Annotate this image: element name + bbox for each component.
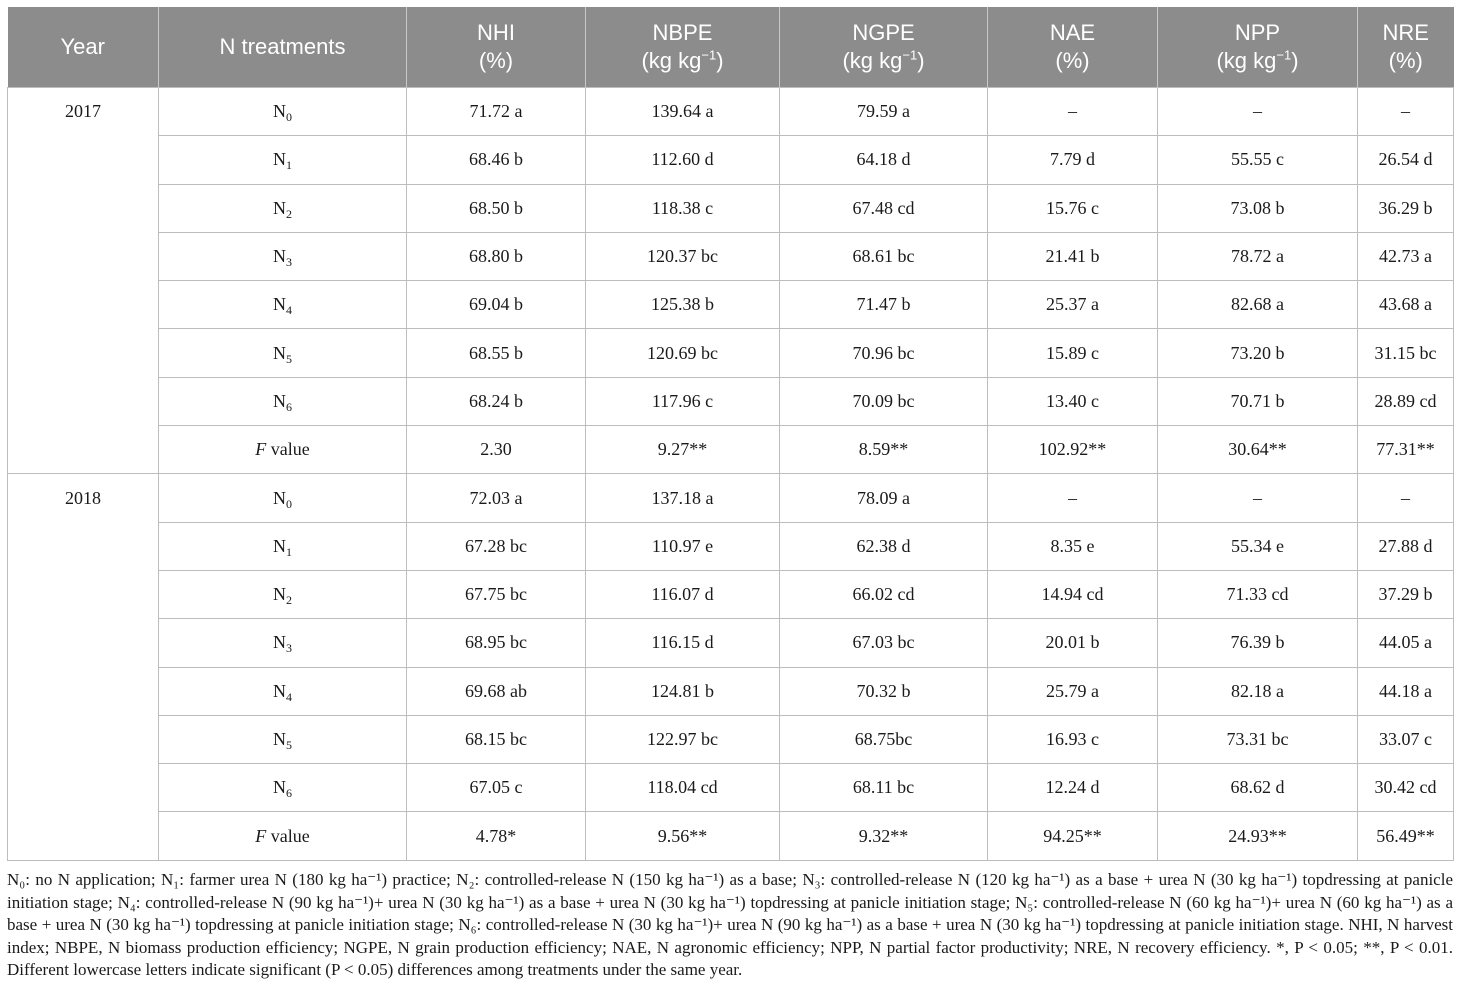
value-cell: 20.01 b xyxy=(988,619,1158,667)
header-unit xyxy=(407,47,585,75)
value-cell: 8.35 e xyxy=(988,522,1158,570)
treatment-letter: N xyxy=(273,680,286,701)
treatment-subscript: 2 xyxy=(286,206,292,221)
value-cell: 12.24 d xyxy=(988,764,1158,812)
value-cell: 21.41 b xyxy=(988,232,1158,280)
f-value-cell: 24.93** xyxy=(1158,812,1358,860)
treatment-subscript: 5 xyxy=(286,738,292,752)
results-table-container xyxy=(7,7,1453,861)
treatment-subscript: 6 xyxy=(286,399,292,414)
header-unit-close: ) xyxy=(1291,48,1299,73)
value-cell: – xyxy=(1158,88,1358,136)
treatment-cell xyxy=(159,88,407,136)
header-unit-close: ) xyxy=(917,48,925,73)
f-value-label-italic: F xyxy=(255,439,267,460)
header-unit-exponent: −1 xyxy=(701,47,717,63)
treatment-cell xyxy=(159,715,407,763)
value-cell: 118.04 cd xyxy=(586,764,780,812)
f-value-cell: 2.30 xyxy=(407,426,586,474)
value-cell: 68.24 b xyxy=(407,377,586,425)
treatment-subscript: 6 xyxy=(286,786,292,801)
header-nre xyxy=(1358,7,1454,88)
table-row xyxy=(8,232,1454,280)
value-cell: 55.55 c xyxy=(1158,136,1358,184)
header-unit xyxy=(988,47,1157,75)
value-cell: 28.89 cd xyxy=(1358,377,1454,425)
treatment-letter: N xyxy=(273,535,286,556)
f-value-cell: 9.32** xyxy=(780,812,988,860)
value-cell: 139.64 a xyxy=(586,88,780,136)
header-unit xyxy=(1158,47,1357,75)
table-row xyxy=(8,329,1454,377)
value-cell: 137.18 a xyxy=(586,474,780,522)
value-cell: 76.39 b xyxy=(1158,619,1358,667)
treatment-letter: N xyxy=(273,777,286,798)
value-cell: 68.15 bc xyxy=(407,715,586,763)
value-cell: – xyxy=(1358,474,1454,522)
value-cell: 82.68 a xyxy=(1158,281,1358,329)
value-cell: – xyxy=(988,474,1158,522)
header-row xyxy=(8,7,1454,88)
table-row xyxy=(8,667,1454,715)
header-name: NBPE xyxy=(652,20,713,45)
header-unit-text: (%) xyxy=(1388,48,1423,73)
table-row xyxy=(8,764,1454,812)
f-value-cell: 30.64** xyxy=(1158,426,1358,474)
treatment-subscript: 1 xyxy=(286,158,292,173)
f-value-cell: 9.27** xyxy=(586,426,780,474)
treatment-subscript: 4 xyxy=(286,303,292,318)
treatment-cell xyxy=(159,474,407,522)
value-cell: 68.46 b xyxy=(407,136,586,184)
treatment-subscript: 3 xyxy=(286,641,292,656)
value-cell: 26.54 d xyxy=(1358,136,1454,184)
header-unit-text: (%) xyxy=(478,48,514,73)
table-row xyxy=(8,377,1454,425)
value-cell: 67.48 cd xyxy=(780,184,988,232)
f-value-row xyxy=(8,426,1454,474)
treatment-cell xyxy=(159,619,407,667)
value-cell: 36.29 b xyxy=(1358,184,1454,232)
year-cell-blank xyxy=(8,136,159,184)
header-nhi xyxy=(407,7,586,88)
value-cell: 43.68 a xyxy=(1358,281,1454,329)
value-cell: 31.15 bc xyxy=(1358,329,1454,377)
treatment-subscript: 3 xyxy=(286,255,292,270)
value-cell: 124.81 b xyxy=(586,667,780,715)
value-cell: 68.55 b xyxy=(407,329,586,377)
value-cell: 73.20 b xyxy=(1158,329,1358,377)
value-cell: 72.03 a xyxy=(407,474,586,522)
header-unit-text: (kg kg xyxy=(842,48,903,73)
value-cell: 120.69 bc xyxy=(586,329,780,377)
value-cell: 69.04 b xyxy=(407,281,586,329)
value-cell: 73.31 bc xyxy=(1158,715,1358,763)
header-treatments: N treatments xyxy=(159,7,407,88)
f-value-cell: 94.25** xyxy=(988,812,1158,860)
treatment-letter: N xyxy=(273,584,286,605)
treatment-subscript: 4 xyxy=(286,689,292,704)
value-cell: 125.38 b xyxy=(586,281,780,329)
treatment-letter: N xyxy=(273,390,286,411)
value-cell: 73.08 b xyxy=(1158,184,1358,232)
f-value-label-rest: value xyxy=(266,439,310,460)
treatment-cell xyxy=(159,281,407,329)
value-cell: 67.03 bc xyxy=(780,619,988,667)
treatment-cell xyxy=(159,764,407,812)
f-value-label-rest: value xyxy=(266,825,310,846)
value-cell: 79.59 a xyxy=(780,88,988,136)
value-cell: 71.33 cd xyxy=(1158,570,1358,618)
value-cell: 27.88 d xyxy=(1358,522,1454,570)
treatment-subscript: 1 xyxy=(286,544,292,559)
header-unit-text: (%) xyxy=(1055,48,1090,73)
year-cell-blank xyxy=(8,619,159,667)
value-cell: 37.29 b xyxy=(1358,570,1454,618)
treatment-letter: N xyxy=(273,246,286,267)
treatment-letter: N xyxy=(273,487,286,508)
value-cell: 78.09 a xyxy=(780,474,988,522)
value-cell: 70.96 bc xyxy=(780,329,988,377)
table-row xyxy=(8,474,1454,522)
treatment-cell xyxy=(159,329,407,377)
value-cell: 67.75 bc xyxy=(407,570,586,618)
year-cell-blank xyxy=(8,426,159,474)
value-cell: 78.72 a xyxy=(1158,232,1358,280)
table-row xyxy=(8,570,1454,618)
table-row xyxy=(8,619,1454,667)
value-cell: 68.75bc xyxy=(780,715,988,763)
value-cell: 67.05 c xyxy=(407,764,586,812)
value-cell: – xyxy=(1358,88,1454,136)
value-cell: 118.38 c xyxy=(586,184,780,232)
value-cell: 64.18 d xyxy=(780,136,988,184)
value-cell: 7.79 d xyxy=(988,136,1158,184)
value-cell: 120.37 bc xyxy=(586,232,780,280)
f-value-label-italic: F xyxy=(255,825,267,846)
f-value-cell: 8.59** xyxy=(780,426,988,474)
table-body xyxy=(8,88,1454,861)
year-cell-blank xyxy=(8,184,159,232)
year-cell: 2018 xyxy=(8,474,159,522)
value-cell: 15.76 c xyxy=(988,184,1158,232)
header-ngpe xyxy=(780,7,988,88)
table-row xyxy=(8,184,1454,232)
header-npp xyxy=(1158,7,1358,88)
header-unit-exponent: −1 xyxy=(1276,47,1292,63)
value-cell: 70.09 bc xyxy=(780,377,988,425)
table-row xyxy=(8,88,1454,136)
table-row xyxy=(8,136,1454,184)
f-value-label xyxy=(159,812,407,860)
value-cell: 16.93 c xyxy=(988,715,1158,763)
year-cell-blank xyxy=(8,329,159,377)
header-unit-exponent: −1 xyxy=(902,47,918,63)
f-value-cell: 4.78* xyxy=(407,812,586,860)
value-cell: 42.73 a xyxy=(1358,232,1454,280)
header-name: NHI xyxy=(477,20,515,45)
value-cell: 70.32 b xyxy=(780,667,988,715)
header-nae xyxy=(988,7,1158,88)
header-year: Year xyxy=(8,7,159,88)
year-cell-blank xyxy=(8,522,159,570)
year-cell-blank xyxy=(8,232,159,280)
treatment-letter: N xyxy=(273,149,286,170)
table-row xyxy=(8,715,1454,763)
treatment-letter: N xyxy=(273,632,286,653)
value-cell: 55.34 e xyxy=(1158,522,1358,570)
year-cell-blank xyxy=(8,764,159,812)
f-value-row xyxy=(8,812,1454,860)
header-unit xyxy=(586,47,779,75)
treatment-cell xyxy=(159,136,407,184)
header-name: NRE xyxy=(1382,20,1429,45)
value-cell: 69.68 ab xyxy=(407,667,586,715)
year-cell-blank xyxy=(8,715,159,763)
header-unit xyxy=(780,47,987,75)
f-value-cell: 56.49** xyxy=(1358,812,1454,860)
f-value-cell: 9.56** xyxy=(586,812,780,860)
table-header xyxy=(8,7,1454,88)
value-cell: 110.97 e xyxy=(586,522,780,570)
treatment-cell xyxy=(159,522,407,570)
year-cell-blank xyxy=(8,377,159,425)
value-cell: – xyxy=(988,88,1158,136)
value-cell: 82.18 a xyxy=(1158,667,1358,715)
treatment-cell xyxy=(159,184,407,232)
value-cell: 66.02 cd xyxy=(780,570,988,618)
treatment-letter: N xyxy=(273,197,286,218)
year-cell: 2017 xyxy=(8,88,159,136)
value-cell: 62.38 d xyxy=(780,522,988,570)
treatment-subscript: 2 xyxy=(286,593,292,608)
value-cell: 30.42 cd xyxy=(1358,764,1454,812)
value-cell: 68.80 b xyxy=(407,232,586,280)
header-name: NAE xyxy=(1049,20,1096,45)
treatment-letter: N xyxy=(273,294,286,315)
value-cell: 68.11 bc xyxy=(780,764,988,812)
header-unit-close: ) xyxy=(716,48,724,73)
value-cell: 112.60 d xyxy=(586,136,780,184)
value-cell: 71.47 b xyxy=(780,281,988,329)
treatment-subscript: 0 xyxy=(286,110,292,125)
year-cell-blank xyxy=(8,281,159,329)
table-row xyxy=(8,522,1454,570)
value-cell: 25.79 a xyxy=(988,667,1158,715)
treatment-cell xyxy=(159,377,407,425)
treatment-letter: N xyxy=(273,729,286,749)
header-unit xyxy=(1358,47,1454,75)
value-cell: 68.61 bc xyxy=(780,232,988,280)
value-cell: 116.15 d xyxy=(586,619,780,667)
value-cell: – xyxy=(1158,474,1358,522)
value-cell: 117.96 c xyxy=(586,377,780,425)
value-cell: 25.37 a xyxy=(988,281,1158,329)
value-cell: 116.07 d xyxy=(586,570,780,618)
header-unit-text: (kg kg xyxy=(641,48,702,73)
value-cell: 44.18 a xyxy=(1358,667,1454,715)
treatment-letter: N xyxy=(273,101,286,122)
treatment-cell xyxy=(159,667,407,715)
value-cell: 14.94 cd xyxy=(988,570,1158,618)
table-footnote: N₀: no N application; N₁: farmer urea N (180 kg ha⁻¹) practice; N₂: controlled-release N (150 kg ha⁻¹) as a base; N₃: controlled-release N (120 kg ha⁻¹) as a base + urea N (30 kg ha⁻¹) topdressing at panicle initiation stage; N₄: controlled-release N (90 kg ha⁻¹)+ urea N (30 kg ha⁻¹) as a base + urea N (30 kg ha⁻¹) topdressing at panicle initiation stage; N₅: controlled-release N (60 kg ha⁻¹)+ urea N (60 kg ha⁻¹) as a base + urea N (30 kg ha⁻¹) topdressing at panicle initiation stage; N₆: controlled-release N (30 kg ha⁻¹)+ urea N (90 kg ha⁻¹) as a base + urea N (30 kg ha⁻¹) topdressing at panicle initiation stage. NHI, N harvest index; NBPE, N biomass production efficiency; NGPE, N grain production efficiency; NAE, N agronomic efficiency; NPP, N partial factor productivity; NRE, N recovery efficiency. *, P < 0.05; **, P < 0.01. Different lowercase letters indicate significant (P < 0.05) differences among treatments under the same year. xyxy=(7,870,1453,979)
value-cell: 68.50 b xyxy=(407,184,586,232)
value-cell: 70.71 b xyxy=(1158,377,1358,425)
f-value-label xyxy=(159,426,407,474)
value-cell: 71.72 a xyxy=(407,88,586,136)
value-cell: 33.07 c xyxy=(1358,715,1454,763)
value-cell: 68.95 bc xyxy=(407,619,586,667)
value-cell: 122.97 bc xyxy=(586,715,780,763)
header-nbpe xyxy=(586,7,780,88)
results-table xyxy=(7,7,1454,861)
f-value-cell: 77.31** xyxy=(1358,426,1454,474)
header-name: NGPE xyxy=(852,20,915,45)
f-value-cell: 102.92** xyxy=(988,426,1158,474)
table-row xyxy=(8,281,1454,329)
year-cell-blank xyxy=(8,570,159,618)
header-unit-text: (kg kg xyxy=(1216,48,1277,73)
treatment-cell xyxy=(159,570,407,618)
treatment-subscript: 0 xyxy=(286,496,292,511)
treatment-letter: N xyxy=(273,342,286,363)
year-cell-blank xyxy=(8,812,159,860)
value-cell: 68.62 d xyxy=(1158,764,1358,812)
value-cell: 15.89 c xyxy=(988,329,1158,377)
year-cell-blank xyxy=(8,667,159,715)
header-name: NPP xyxy=(1234,20,1281,45)
value-cell: 67.28 bc xyxy=(407,522,586,570)
treatment-subscript: 5 xyxy=(286,351,292,366)
value-cell: 44.05 a xyxy=(1358,619,1454,667)
treatment-cell xyxy=(159,232,407,280)
value-cell: 13.40 c xyxy=(988,377,1158,425)
